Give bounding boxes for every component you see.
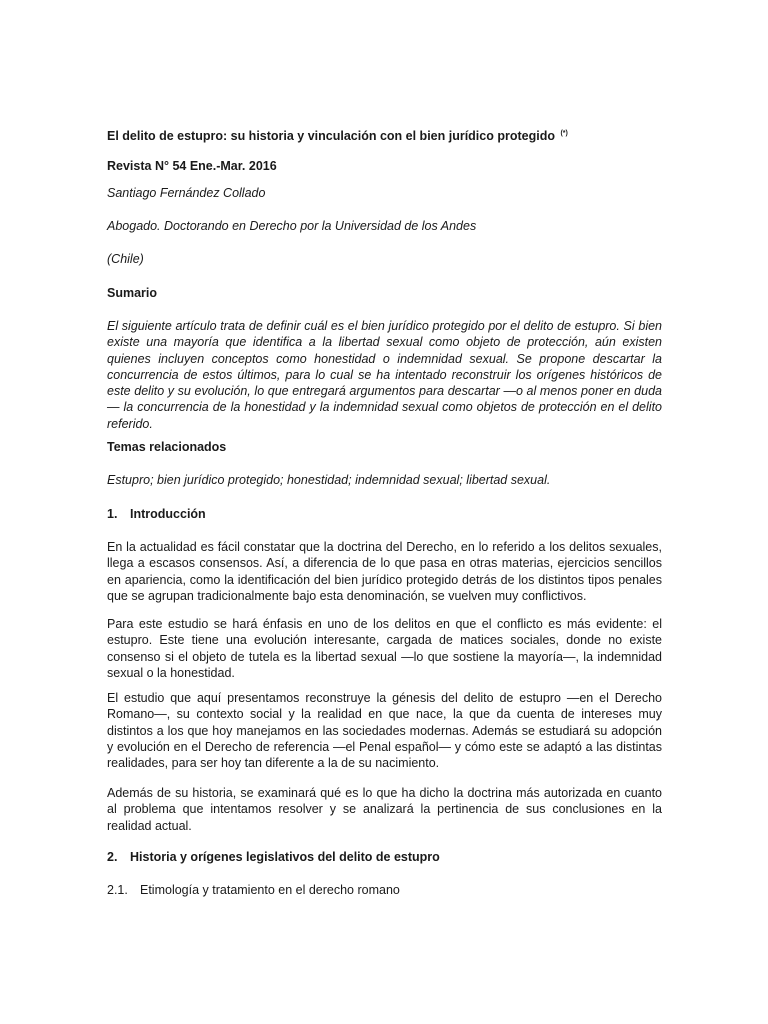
section-2-heading [107, 850, 440, 864]
section-1-number: 1. [107, 507, 118, 521]
topics-list: Estupro; bien jurídico protegido; honestidad; indemnidad sexual; libertad sexual. [107, 473, 551, 487]
title-footnote-marker: (*) [560, 129, 568, 137]
author-affiliation: Abogado. Doctorando en Derecho por la Universidad de los Andes [107, 219, 477, 233]
summary-heading: Sumario [107, 286, 158, 300]
intro-paragraph-2: Para este estudio se hará énfasis en uno de los delitos en que el conflicto es más evidente: el estupro. Este tiene una evolución interesante, cargada de matices sociales, donde no existe consenso si el objeto de tutela es la libertad sexual —lo que sostiene la mayoría—, la indemnidad sexual o la honestidad. [107, 617, 662, 680]
subsection-2-1-number: 2.1. [107, 883, 128, 897]
topics-heading: Temas relacionados [107, 440, 227, 454]
subsection-2-1-heading [107, 883, 400, 897]
article-title-text: El delito de estupro: su historia y vinculación con el bien jurídico protegido [107, 129, 555, 143]
section-1-heading [107, 507, 206, 521]
section-1-title: Introducción [130, 507, 206, 521]
subsection-2-1-title: Etimología y tratamiento en el derecho romano [140, 883, 400, 897]
intro-paragraph-1: En la actualidad es fácil constatar que la doctrina del Derecho, en lo referido a los delitos sexuales, llega a escasos consensos. Así, a diferencia de lo que pasa en otras materias, ejercicios sencillos en apariencia, como la identificación del bien jurídico protegido detrás de los distintos tipos penales que se agrupan tradicionalmente bajo esta denominación, se vuelven muy conflictivos. [107, 540, 662, 603]
summary-paragraph: El siguiente artículo trata de definir cuál es el bien jurídico protegido por el delito de estupro. Si bien existe una mayoría que identifica a la libertad sexual como objeto de protección, aún existen quienes incluyen conceptos como honestidad o indemnidad sexual. Se propone descartar la concurrencia de estos últimos, para lo cual se ha intentado reconstruir los orígenes históricos de este delito y su evolución, lo que entregará argumentos para descartar —o al menos poner en duda— la concurrencia de la honestidad y la indemnidad sexual como objetos de protección en el delito referido. [107, 319, 662, 431]
author-name: Santiago Fernández Collado [107, 186, 266, 200]
journal-issue: Revista N° 54 Ene.-Mar. 2016 [107, 159, 277, 173]
author-country: (Chile) [107, 252, 144, 266]
intro-paragraph-3: El estudio que aquí presentamos reconstruye la génesis del delito de estupro —en el Derecho Romano—, su contexto social y la realidad en que nace, la que da cuenta de intereses muy distintos a los que hoy manejamos en las sociedades modernas. Además se estudiará su adopción y evolución en el Derecho de referencia —el Penal español— y cómo este se adaptó a las distintas realidades, para ser hoy tan diferente a la de su nacimiento. [107, 691, 662, 771]
section-2-number: 2. [107, 850, 118, 864]
article-title [107, 129, 568, 143]
intro-paragraph-4: Además de su historia, se examinará qué es lo que ha dicho la doctrina más autorizada en cuanto al problema que intentamos resolver y se analizará la pertinencia de sus conclusiones en la realidad actual. [107, 786, 662, 833]
section-2-title: Historia y orígenes legislativos del delito de estupro [130, 850, 440, 864]
